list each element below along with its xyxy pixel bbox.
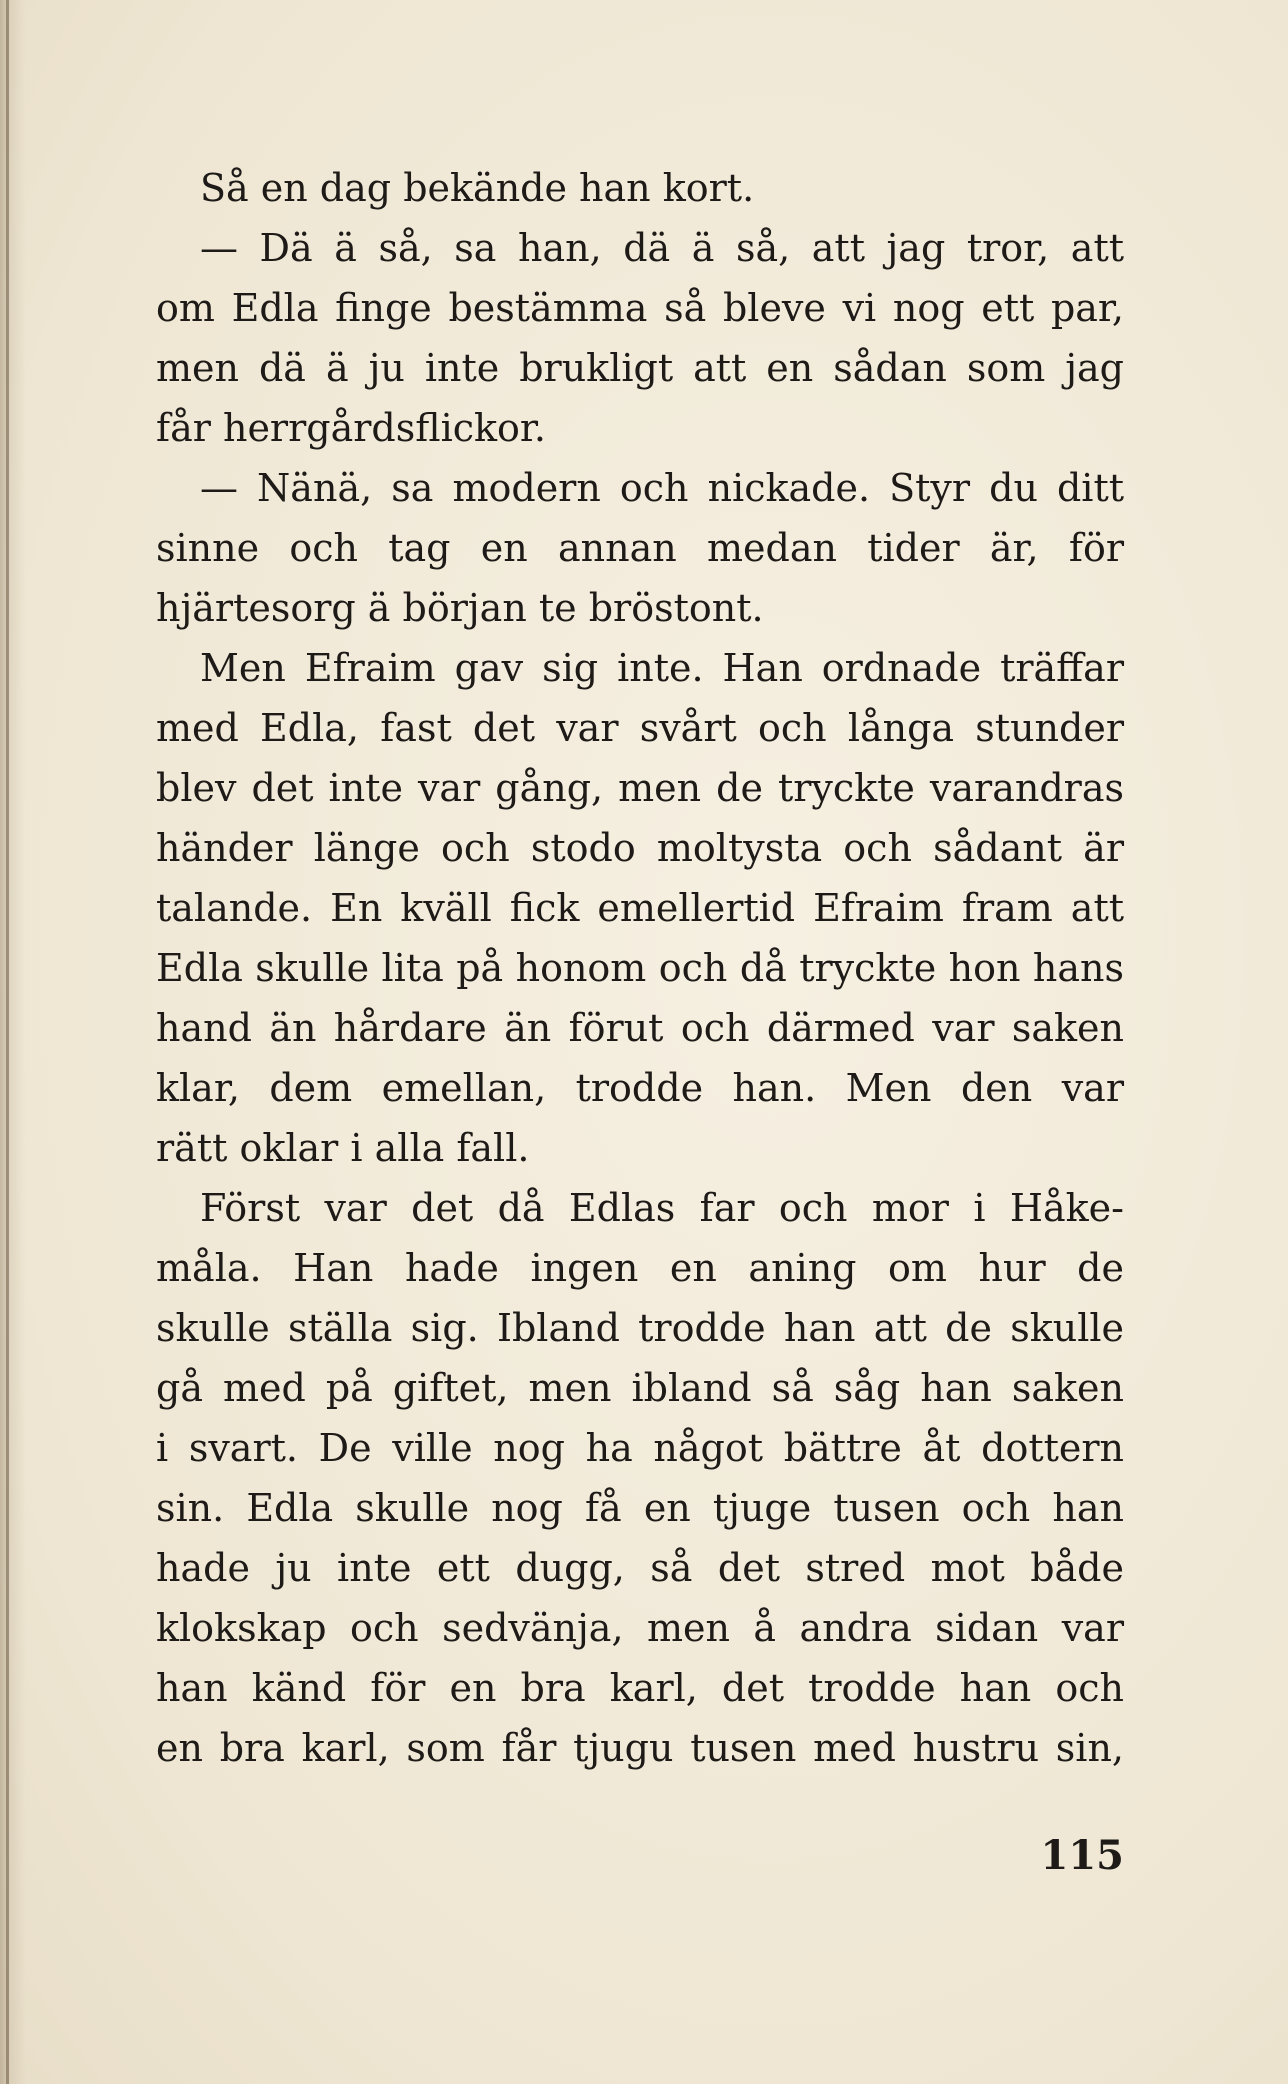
text-line: gå med på giftet, men ibland så såg han saken <box>156 1366 1124 1410</box>
body-text <box>156 158 1124 1778</box>
text-line: i svart. De ville nog ha något bättre åt dottern <box>156 1426 1124 1470</box>
text-line: klokskap och sedvänja, men å andra sidan var <box>156 1606 1124 1650</box>
text-line: händer länge och stodo moltysta och sådant är <box>156 826 1124 870</box>
text-line: han känd för en bra karl, det trodde han och <box>156 1666 1124 1710</box>
text-line: blev det inte var gång, men de tryckte varandras <box>156 766 1124 810</box>
text-line: hand än hårdare än förut och därmed var saken <box>156 1006 1124 1050</box>
text-line: — Nänä, sa modern och nickade. Styr du ditt <box>200 466 1124 510</box>
text-line: talande. En kväll fick emellertid Efraim fram att <box>156 886 1124 930</box>
text-line: hjärtesorg ä början te bröstont. <box>156 586 764 630</box>
text-line: skulle ställa sig. Ibland trodde han att de skulle <box>156 1306 1124 1350</box>
text-line: en bra karl, som får tjugu tusen med hustru sin, <box>156 1726 1124 1770</box>
text-line: sin. Edla skulle nog få en tjuge tusen och han <box>156 1486 1124 1530</box>
page-spine-edge <box>6 0 9 2084</box>
text-line: rätt oklar i alla fall. <box>156 1126 530 1170</box>
text-line: Så en dag bekände han kort. <box>200 166 755 210</box>
text-line: hade ju inte ett dugg, så det stred mot både <box>156 1546 1124 1590</box>
text-line: får herrgårdsflickor. <box>156 406 546 450</box>
text-line: Edla skulle lita på honom och då tryckte hon hans <box>156 946 1124 990</box>
text-line: måla. Han hade ingen en aning om hur de <box>156 1246 1124 1290</box>
text-line: Men Efraim gav sig inte. Han ordnade träffar <box>200 646 1124 690</box>
text-line: klar, dem emellan, trodde han. Men den var <box>156 1066 1124 1110</box>
text-line: sinne och tag en annan medan tider är, för <box>156 526 1124 570</box>
text-line: — Dä ä så, sa han, dä ä så, att jag tror, att <box>200 226 1124 270</box>
text-line: Först var det då Edlas far och mor i Håke- <box>200 1186 1124 1230</box>
page-number: 115 <box>1040 1832 1124 1879</box>
text-line: om Edla finge bestämma så bleve vi nog ett par, <box>156 286 1124 330</box>
text-line: med Edla, fast det var svårt och långa stunder <box>156 706 1124 750</box>
text-line: men dä ä ju inte brukligt att en sådan som jag <box>156 346 1124 390</box>
